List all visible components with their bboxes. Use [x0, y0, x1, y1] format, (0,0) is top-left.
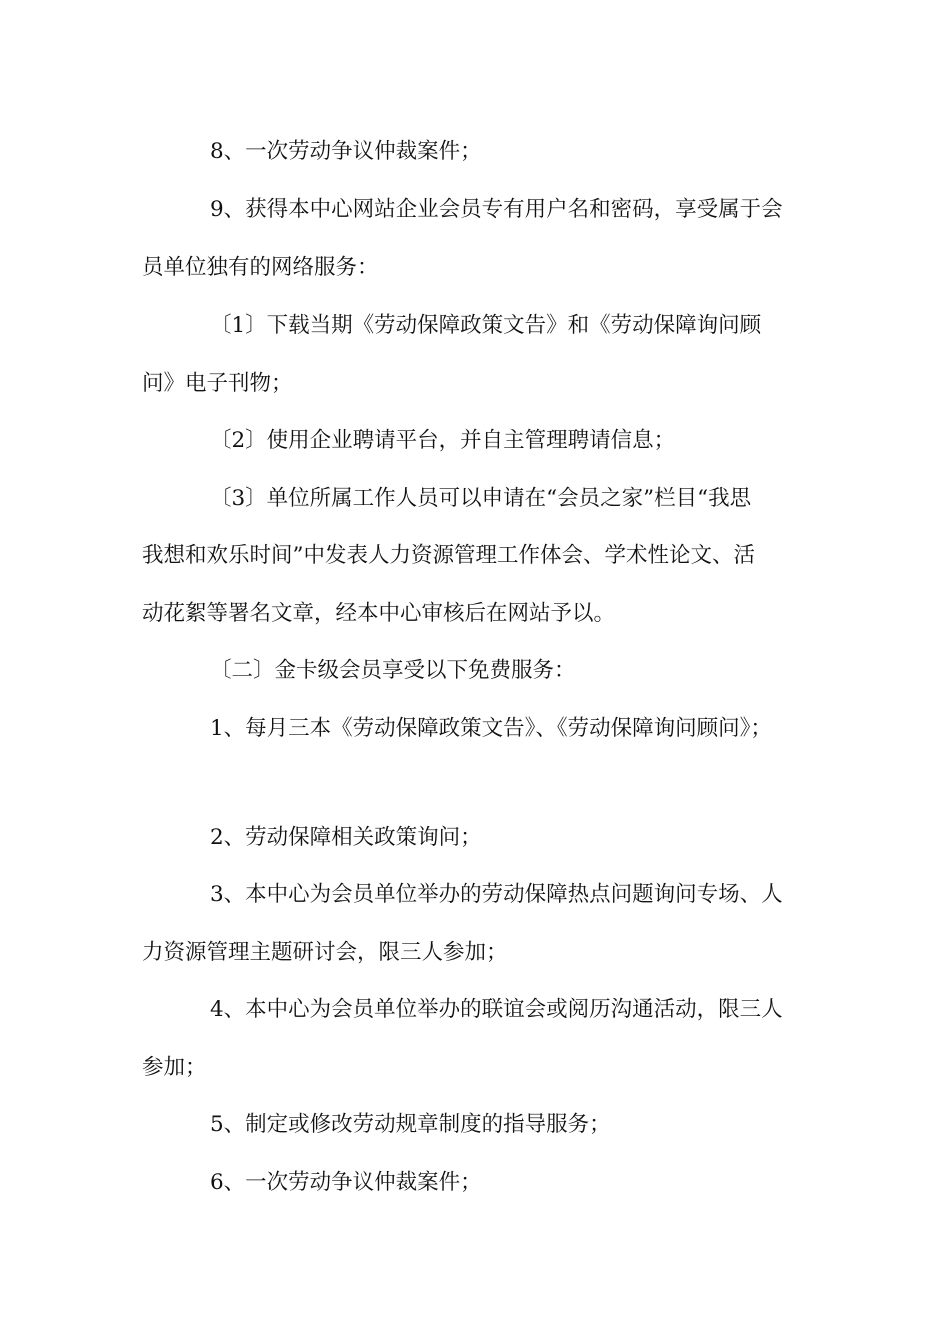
paragraph-line: 〔二〕金卡级会员享受以下免费服务： — [210, 658, 576, 683]
paragraph-line: 力资源管理主题研讨会，限三人参加； — [142, 940, 508, 965]
paragraph-line: 〔1〕下载当期《劳动保障政策文告》和《劳动保障询问顾 — [210, 313, 762, 338]
paragraph-line: 动花絮等署名文章，经本中心审核后在网站予以。 — [142, 601, 616, 626]
paragraph-line: 问》电子刊物； — [142, 371, 293, 396]
paragraph-line: 3、本中心为会员单位举办的劳动保障热点问题询问专场、人 — [210, 882, 783, 907]
paragraph-line: 参加； — [142, 1055, 207, 1080]
paragraph-line: 1、每月三本《劳动保障政策文告》、《劳动保障询问顾问》； — [210, 716, 772, 741]
paragraph-line: 9、获得本中心网站企业会员专有用户名和密码，享受属于会 — [210, 197, 783, 222]
paragraph-line: 5、制定或修改劳动规章制度的指导服务； — [210, 1112, 611, 1137]
paragraph-line: 4、本中心为会员单位举办的联谊会或阅历沟通活动，限三人 — [210, 997, 783, 1022]
paragraph-line: 6、一次劳动争议仲裁案件； — [210, 1170, 482, 1195]
paragraph-line: 员单位独有的网络服务： — [142, 255, 379, 280]
paragraph-line: 8、一次劳动争议仲裁案件； — [210, 139, 482, 164]
paragraph-line: 我想和欢乐时间”中发表人力资源管理工作体会、学术性论文、活 — [142, 543, 755, 568]
paragraph-line: 〔2〕使用企业聘请平台，并自主管理聘请信息； — [210, 428, 676, 453]
paragraph-line: 〔3〕单位所属工作人员可以申请在“会员之家”栏目“我思 — [210, 486, 752, 511]
paragraph-line: 2、劳动保障相关政策询问； — [210, 825, 482, 850]
